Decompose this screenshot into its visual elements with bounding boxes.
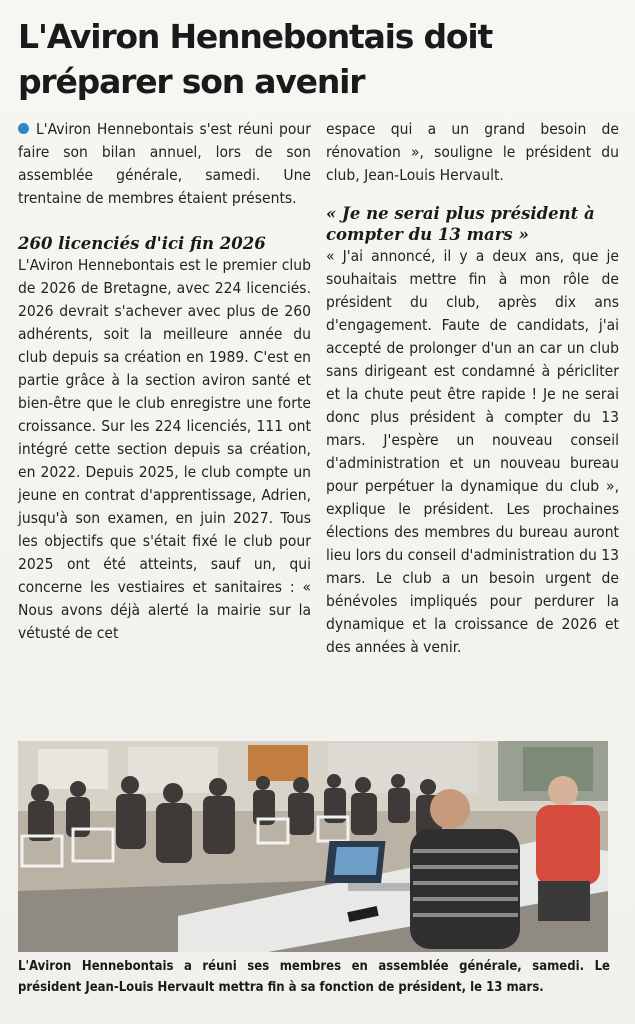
article-column-left: [18, 118, 311, 645]
article-column-right: [326, 118, 619, 659]
section-title-president: « Je ne serai plus président à compter du 13 mars »: [326, 204, 595, 244]
photo-caption: L'Aviron Hennebontais a réuni ses membres en assemblée générale, samedi. Le président Jean-Louis Hervault mettra fin à sa fonction de président, le 13 mars.: [18, 959, 610, 995]
section-body-licencies: L'Aviron Hennebontais est le premier club de 2026 de Bretagne, avec 224 licenciés. 2026 devrait s'achever avec plus de 260 adhérents, soit la meilleure année du club depuis sa création en 1989. C'est en partie grâce à la section aviron santé et bien-être que le club enregistre une forte croissance. Sur les 224 licenciés, 111 ont intégré cette section depuis sa création, en 2022. Depuis 2025, le club compte un jeune en contrat d'apprentissage, Adrien, jusqu'à son examen, en juin 2027. Tous les objectifs que s'était fixé le club pour 2025 ont été atteints, sauf un, qui concerne les vestiaires et sanitaires : « Nous avons déjà alerté la mairie sur la vétusté de cet: [18, 256, 311, 642]
section-title-licencies: 260 licenciés d'ici fin 2026: [18, 234, 266, 253]
bullet-icon: [18, 123, 29, 134]
lead-text: L'Aviron Hennebontais s'est réuni pour faire son bilan annuel, lors de son assemblée générale, samedi. Une trentaine de membres étaient présents.: [18, 120, 311, 207]
section-body-president: « J'ai annoncé, il y a deux ans, que je souhaitais mettre fin à mon rôle de président du club, après dix ans d'engagement. Faute de candidats, j'ai accepté de prolonger d'un an car un club sans dirigeant est condamné à péricliter et la chute peut être rapide ! Je ne serai donc plus président à compter du 13 mars. J'espère un nouveau conseil d'administration et un nouveau bureau pour perpétuer la dynamique du club », explique le président. Les prochaines élections des membres du bureau auront lieu lors du conseil d'administration du 13 mars. Le club a un besoin urgent de bénévoles impliqués pour perdurer la dynamique et la croissance de 2026 et des années à venir.: [326, 247, 619, 656]
article-photo: [18, 741, 608, 952]
article-lead: [18, 118, 311, 210]
article-headline: L'Aviron Hennebontais doit préparer son avenir: [18, 17, 493, 101]
continuation-text: espace qui a un grand besoin de rénovation », souligne le président du club, Jean-Louis Hervault.: [326, 120, 619, 184]
